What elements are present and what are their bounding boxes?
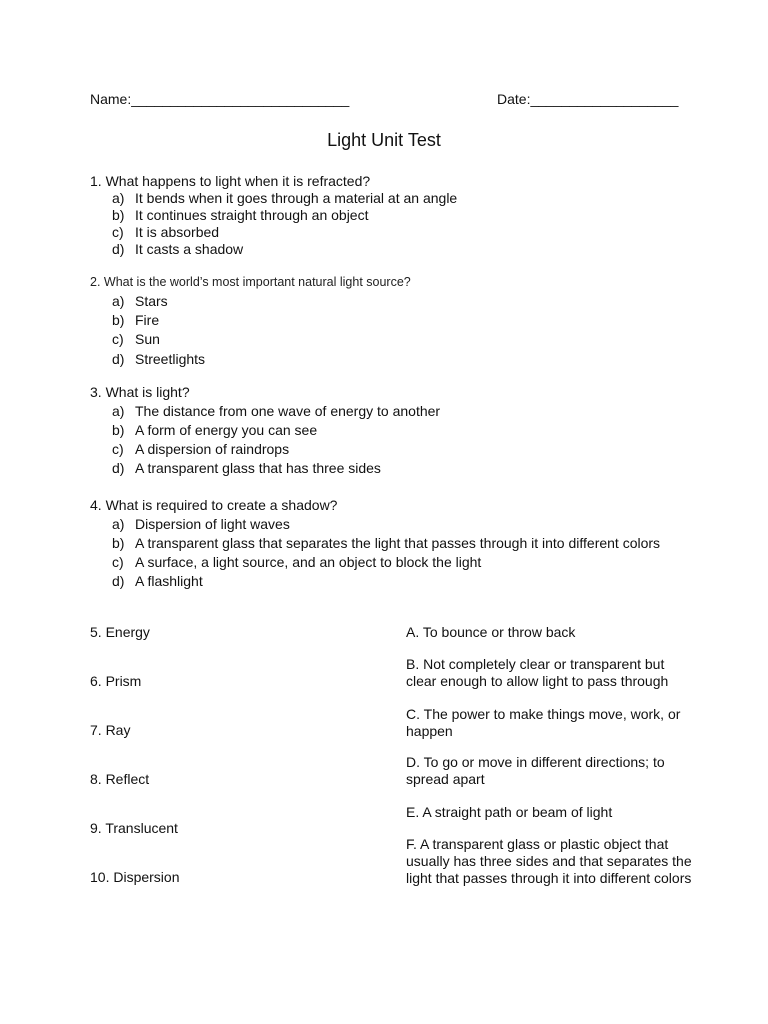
match-definition: D. To go or move in different directions; to spread apart [406,754,665,787]
question-2 [90,273,411,368]
option-letter: a) [112,515,125,532]
match-term: 9. Translucent [90,820,178,836]
option-letter: a) [112,402,125,419]
option-text: It bends when it goes through a material at an angle [135,189,458,206]
option-item [90,533,660,552]
option-text: A dispersion of raindrops [135,440,290,457]
option-item [90,552,660,571]
question-stem: 2. What is the world’s most important natural light source? [90,275,411,289]
option-letter: b) [112,206,125,223]
option-letter: a) [112,292,125,309]
option-text: Dispersion of light waves [135,515,290,532]
match-definition: F. A transparent glass or plastic object that usually has three sides and that separates the light that passes through it into different colors [406,836,692,886]
option-letter: c) [112,440,124,457]
match-definition: C. The power to make things move, work, or happen [406,706,681,739]
option-letter: b) [112,311,125,328]
match-term: 10. Dispersion [90,869,180,885]
option-letter: c) [112,331,124,348]
option-letter: d) [112,350,125,367]
option-item [90,514,660,533]
question-stem: 4. What is required to create a shadow? [90,497,338,513]
option-item [90,420,440,439]
date-field-label: Date:___________________ [497,91,679,107]
option-item [90,571,660,590]
page-title: Light Unit Test [327,130,441,150]
option-letter: d) [112,572,125,589]
question-4 [90,496,660,590]
option-text: A transparent glass that has three sides [135,459,381,476]
question-3 [90,383,440,477]
option-letter: b) [112,421,125,438]
question-1 [90,172,457,257]
option-item [90,330,411,349]
match-term: 6. Prism [90,673,142,689]
match-term: 7. Ray [90,722,131,738]
option-text: A flashlight [135,572,203,589]
match-definition: B. Not completely clear or transparent but clear enough to allow light to pass through [406,656,669,689]
option-item [90,401,440,420]
match-definition: E. A straight path or beam of light [406,804,613,820]
option-text: Stars [135,292,168,309]
option-text: A transparent glass that separates the light that passes through it into different colors [135,534,661,551]
option-letter: b) [112,534,125,551]
option-text: It continues straight through an object [135,206,369,223]
option-letter: c) [112,553,124,570]
option-item [90,458,440,477]
option-item [90,206,457,223]
option-list [90,514,660,590]
option-letter: a) [112,189,125,206]
option-list [90,189,457,257]
option-item [90,310,411,329]
option-letter: c) [112,223,124,240]
option-text: Sun [135,331,160,348]
option-item [90,291,411,310]
option-item [90,189,457,206]
option-letter: d) [112,459,125,476]
option-text: A form of energy you can see [135,421,318,438]
option-item [90,240,457,257]
option-item [90,223,457,240]
option-text: Fire [135,311,160,328]
option-list [90,401,440,477]
option-text: Streetlights [135,350,206,367]
option-text: It casts a shadow [135,240,244,257]
option-text: It is absorbed [135,223,220,240]
match-term: 5. Energy [90,624,150,640]
name-field-label: Name:____________________________ [90,91,350,107]
option-item [90,439,440,458]
option-text: The distance from one wave of energy to another [135,402,441,419]
option-list [90,291,411,368]
question-stem: 1. What happens to light when it is refracted? [90,173,371,189]
option-text: A surface, a light source, and an object to block the light [135,553,482,570]
match-definition: A. To bounce or throw back [406,624,576,640]
option-item [90,349,411,368]
match-term: 8. Reflect [90,771,150,787]
option-letter: d) [112,240,125,257]
question-stem: 3. What is light? [90,384,190,400]
